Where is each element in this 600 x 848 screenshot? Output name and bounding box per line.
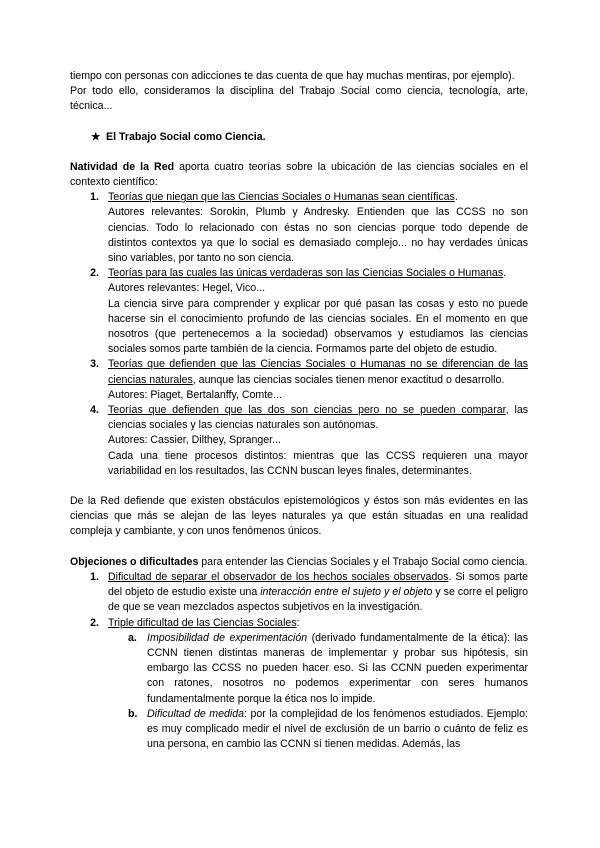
section-heading <box>70 130 528 145</box>
difficulty-item-1: 1. Dificultad de separar el observador de los hechos sociales observados. Si somos parte del objeto de estudio existe una interacción entre el sujeto y el objeto y se corre el peligro de que se vean mezclados aspectos subjetivos en la investigación. <box>90 570 528 614</box>
section-title: El Trabajo Social como Ciencia. <box>106 130 266 143</box>
theory-authors: Autores: Cassier, Dilthey, Spranger... <box>108 434 281 447</box>
natividad-paragraph: Natividad de la Red aporta cuatro teorías sobre la ubicación de las ciencias sociales en el contexto científico: <box>70 160 528 189</box>
theory-item-4: 4. Teorías que defienden que las dos son ciencias pero no se pueden comparar, las ciencias sociales y las ciencias naturales son autónomas. Autores: Cassier, Dilthey, Spranger... Cada una tiene procesos distintos: mientras que las CCSS requieren una mayor variabilidad en los resultados, las CCNN buscan leyes finales, determinantes. <box>70 403 528 479</box>
theory-body: Cada una tiene procesos distintos: mientras que las CCSS requieren una mayor variabilidad en los resultados, las CCNN buscan leyes finales, determinantes. <box>108 449 528 477</box>
list-number: 1. <box>90 570 99 583</box>
theory-item-3: 3. Teorías que defienden que las Ciencias Sociales o Humanas no se diferencian de las ciencias naturales, aunque las ciencias sociales tienen menor exactitud o desarrollo. Autores: Piaget, Bertalanffy, Comte... <box>70 357 528 403</box>
document-body <box>70 69 528 752</box>
theory-body: Autores relevantes: Sorokin, Plumb y Andresky. Entienden que las CCSS no son ciencias. Todo lo relacionado con éstas no son ciencias porque todo depende de distintos contextos ya que lo social es demasiado complejo... no hay verdades únicas sino variables, por tanto no son ciencia. <box>108 206 528 265</box>
objeciones-paragraph: Objeciones o dificultades para entender las Ciencias Sociales y el Trabajo Social como ciencia. <box>70 555 528 568</box>
theory-title: Teorías que defienden que las dos son ciencias pero no se pueden comparar <box>108 404 506 417</box>
list-letter: a. <box>128 631 137 644</box>
author-name: Natividad de la Red <box>70 160 175 173</box>
sub-item-title: Dificultad de medida <box>147 707 245 720</box>
sub-item-title: Imposibilidad de experimentación <box>147 631 308 644</box>
intro-paragraph: tiempo con personas con adicciones te das cuenta de que hay muchas mentiras, por ejemplo). <box>70 70 515 82</box>
list-number: 4. <box>90 404 99 417</box>
theories-list <box>70 190 528 479</box>
theory-title: Teorías que niegan que las Ciencias Sociales o Humanas sean científicas <box>108 191 455 204</box>
list-number: 3. <box>90 358 99 371</box>
difficulty-title: Dificultad de separar el observador de los hechos sociales observados <box>108 570 449 583</box>
sub-difficulties-list <box>70 631 528 753</box>
list-number: 1. <box>90 191 99 204</box>
theory-item-2: 2. Teorías para las cuales las únicas verdaderas son las Ciencias Sociales o Humanas. Autores relevantes: Hegel, Vico... La ciencia sirve para comprender y explicar por qué pasan las cosas y esto no puede hacerse sin el conocimiento profundo de las ciencias sociales. En el momento en que nosotros (que pertenecemos a la sociedad) observamos y estudiamos las ciencias sociales somos parte también de la ciencia. Formamos parte del objeto de estudio. <box>70 266 528 357</box>
star-bullet-icon: ★ <box>91 130 101 143</box>
theory-title: Teorías que defienden que las Ciencias Sociales o Humanas no se diferencian de las ciencias naturales <box>108 358 528 386</box>
objeciones-heading: Objeciones o dificultades <box>70 555 199 568</box>
list-letter: b. <box>128 707 138 720</box>
intro-paragraph-2: Por todo ello, consideramos la disciplina del Trabajo Social como ciencia, tecnología, arte, técnica... <box>70 85 528 113</box>
difficulty-item-2: 2. Triple dificultad de las Ciencias Sociales: <box>70 616 528 631</box>
difficulty-title: Triple dificultad de las Ciencias Sociales <box>108 616 297 629</box>
list-number: 2. <box>90 616 99 629</box>
theory-authors: Autores: Piaget, Bertalanffy, Comte... <box>108 388 282 401</box>
italic-phrase: interacción entre el sujeto y el objeto <box>260 586 433 599</box>
theory-body: La ciencia sirve para comprender y explicar por qué pasan las cosas y esto no puede hacerse sin el conocimiento profundo de las ciencias sociales. En el momento en que nosotros (que pertenecemos a la sociedad) observamos y estudiamos las ciencias sociales somos parte también de la ciencia. Formamos parte del objeto de estudio. <box>108 297 528 356</box>
theory-title: Teorías para las cuales las únicas verdaderas son las Ciencias Sociales o Humanas <box>108 267 504 280</box>
dela-red-paragraph: De la Red defiende que existen obstáculos epistemológicos y éstos son más evidentes en las ciencias que más se alejan de las leyes naturales ya que están situadas en una realidad compleja y cambiante, y con unos fenómenos únicos. <box>70 495 528 538</box>
theory-authors: Autores relevantes: Hegel, Vico... <box>108 282 266 295</box>
theory-item-1: 1. Teorías que niegan que las Ciencias Sociales o Humanas sean científicas. Autores relevantes: Sorokin, Plumb y Andresky. Entienden que las CCSS no son ciencias. Todo lo relacionado con éstas no son ciencias porque todo depende de distintos contextos ya que lo social es demasiado complejo... no hay verdades únicas sino variables, por tanto no son ciencia. <box>70 190 528 266</box>
difficulties-list <box>70 570 528 631</box>
sub-item-b: b. Dificultad de medida: por la complejidad de los fenómenos estudiados. Ejemplo: es muy complicado medir el nivel de exclusión de un barrio o cuánto de feliz es una persona, en cambio las CCNN sí tienen medidas. Además, las <box>128 707 528 751</box>
sub-item-a: a. Imposibilidad de experimentación (derivado fundamentalmente de la ética): las CCNN tienen distintas maneras de implementar y probar sus hipótesis, sin embargo las CCSS no pueden hacer eso. Si las CCNN pueden experimentar con ratones, nosotros no podemos experimentar con seres humanos fundamentalmente porque la ética nos lo impide. <box>128 631 528 705</box>
list-number: 2. <box>90 267 99 280</box>
